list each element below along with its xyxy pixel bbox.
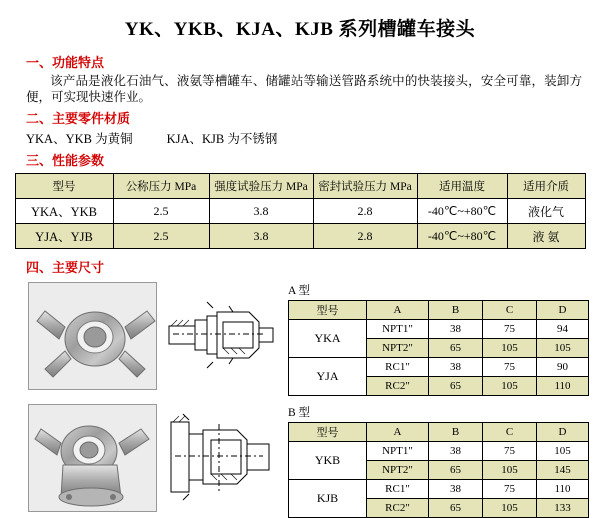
b-r3-c1: RC2" — [367, 499, 429, 518]
a-r0-c4: 94 — [537, 320, 589, 339]
table-row — [289, 358, 589, 377]
b-col-4: D — [537, 423, 589, 442]
table-header-row — [15, 174, 585, 199]
b-r2-c2: 38 — [429, 480, 483, 499]
a-col-0: 型号 — [289, 301, 367, 320]
b-group-0: YKB — [289, 442, 367, 480]
b-r0-c4: 105 — [537, 442, 589, 461]
perf-r0-c4: -40℃~+80℃ — [417, 199, 507, 224]
b-r2-c4: 110 — [537, 480, 589, 499]
drawing-b — [163, 404, 278, 512]
table-row — [289, 442, 589, 461]
perf-r0-c1: 2.5 — [113, 199, 209, 224]
performance-table — [15, 173, 586, 249]
features-text — [26, 73, 582, 105]
b-col-1: A — [367, 423, 429, 442]
b-col-0: 型号 — [289, 423, 367, 442]
b-r3-c2: 65 — [429, 499, 483, 518]
b-r0-c3: 75 — [483, 442, 537, 461]
perf-col-3: 密封试验压力 MPa — [313, 174, 417, 199]
a-r3-c1: RC2" — [367, 377, 429, 396]
a-col-1: A — [367, 301, 429, 320]
b-r1-c2: 65 — [429, 461, 483, 480]
perf-r0-c2: 3.8 — [209, 199, 313, 224]
a-group-0: YKA — [289, 320, 367, 358]
dimension-table-a — [288, 300, 589, 396]
b-r2-c1: RC1" — [367, 480, 429, 499]
b-col-3: C — [483, 423, 537, 442]
a-r1-c2: 65 — [429, 339, 483, 358]
table-header-row — [289, 423, 589, 442]
perf-col-2: 强度试验压力 MPa — [209, 174, 313, 199]
perf-col-5: 适用介质 — [507, 174, 585, 199]
table-b-caption: B 型 — [288, 407, 311, 419]
a-r2-c2: 38 — [429, 358, 483, 377]
a-r1-c4: 105 — [537, 339, 589, 358]
section-heading-performance: 三、性能参数 — [26, 153, 105, 168]
a-r2-c4: 90 — [537, 358, 589, 377]
photo-a — [28, 282, 157, 390]
material-right: KJA、KJB 为不锈钢 — [166, 132, 278, 146]
dimensions-row-a — [12, 282, 588, 396]
b-r0-c1: NPT1" — [367, 442, 429, 461]
material-line — [26, 129, 588, 147]
section-heading-dimensions: 四、主要尺寸 — [26, 260, 105, 275]
b-r1-c4: 145 — [537, 461, 589, 480]
perf-r0-c5: 液化气 — [507, 199, 585, 224]
perf-col-1: 公称压力 MPa — [113, 174, 209, 199]
b-r1-c1: NPT2" — [367, 461, 429, 480]
dimensions-row-b — [12, 404, 588, 518]
b-col-2: B — [429, 423, 483, 442]
material-left: YKA、YKB 为黄铜 — [26, 132, 133, 146]
b-r1-c3: 105 — [483, 461, 537, 480]
a-r0-c1: NPT1" — [367, 320, 429, 339]
perf-col-4: 适用温度 — [417, 174, 507, 199]
table-row — [289, 480, 589, 499]
perf-r0-c0: YKA、YKB — [15, 199, 113, 224]
table-row — [15, 224, 585, 249]
a-r2-c3: 75 — [483, 358, 537, 377]
section-heading-features: 一、功能特点 — [26, 55, 105, 70]
perf-r1-c0: YJA、YJB — [15, 224, 113, 249]
dimension-table-b — [288, 422, 589, 518]
drawing-a — [163, 282, 278, 390]
b-group-1: KJB — [289, 480, 367, 518]
dimensions-grid — [12, 282, 588, 518]
dimension-table-b-wrap — [288, 404, 588, 518]
section-heading-material: 二、主要零件材质 — [26, 111, 131, 126]
b-r2-c3: 75 — [483, 480, 537, 499]
perf-r0-c3: 2.8 — [313, 199, 417, 224]
page-title: YK、YKB、KJA、KJB 系列槽罐车接头 — [124, 19, 476, 40]
a-r3-c2: 65 — [429, 377, 483, 396]
table-a-caption: A 型 — [288, 285, 311, 297]
b-r0-c2: 38 — [429, 442, 483, 461]
a-r0-c3: 75 — [483, 320, 537, 339]
perf-r1-c2: 3.8 — [209, 224, 313, 249]
table-header-row — [289, 301, 589, 320]
perf-col-0: 型号 — [15, 174, 113, 199]
features-paragraph: 该产品是液化石油气、液氨等槽罐车、储罐站等输送管路系统中的快装接头，安全可靠，装卸方便，可实现快速作业。 — [26, 74, 582, 104]
b-r3-c4: 133 — [537, 499, 589, 518]
a-group-1: YJA — [289, 358, 367, 396]
b-r3-c3: 105 — [483, 499, 537, 518]
perf-r1-c5: 液 氨 — [507, 224, 585, 249]
a-r2-c1: RC1" — [367, 358, 429, 377]
a-col-4: D — [537, 301, 589, 320]
a-r0-c2: 38 — [429, 320, 483, 339]
a-r3-c4: 110 — [537, 377, 589, 396]
a-r3-c3: 105 — [483, 377, 537, 396]
a-col-3: C — [483, 301, 537, 320]
table-row — [289, 320, 589, 339]
dimension-table-a-wrap — [288, 282, 588, 396]
a-r1-c1: NPT2" — [367, 339, 429, 358]
a-r1-c3: 105 — [483, 339, 537, 358]
perf-r1-c1: 2.5 — [113, 224, 209, 249]
a-col-2: B — [429, 301, 483, 320]
perf-r1-c3: 2.8 — [313, 224, 417, 249]
perf-r1-c4: -40℃~+80℃ — [417, 224, 507, 249]
photo-b — [28, 404, 157, 512]
table-row — [15, 199, 585, 224]
